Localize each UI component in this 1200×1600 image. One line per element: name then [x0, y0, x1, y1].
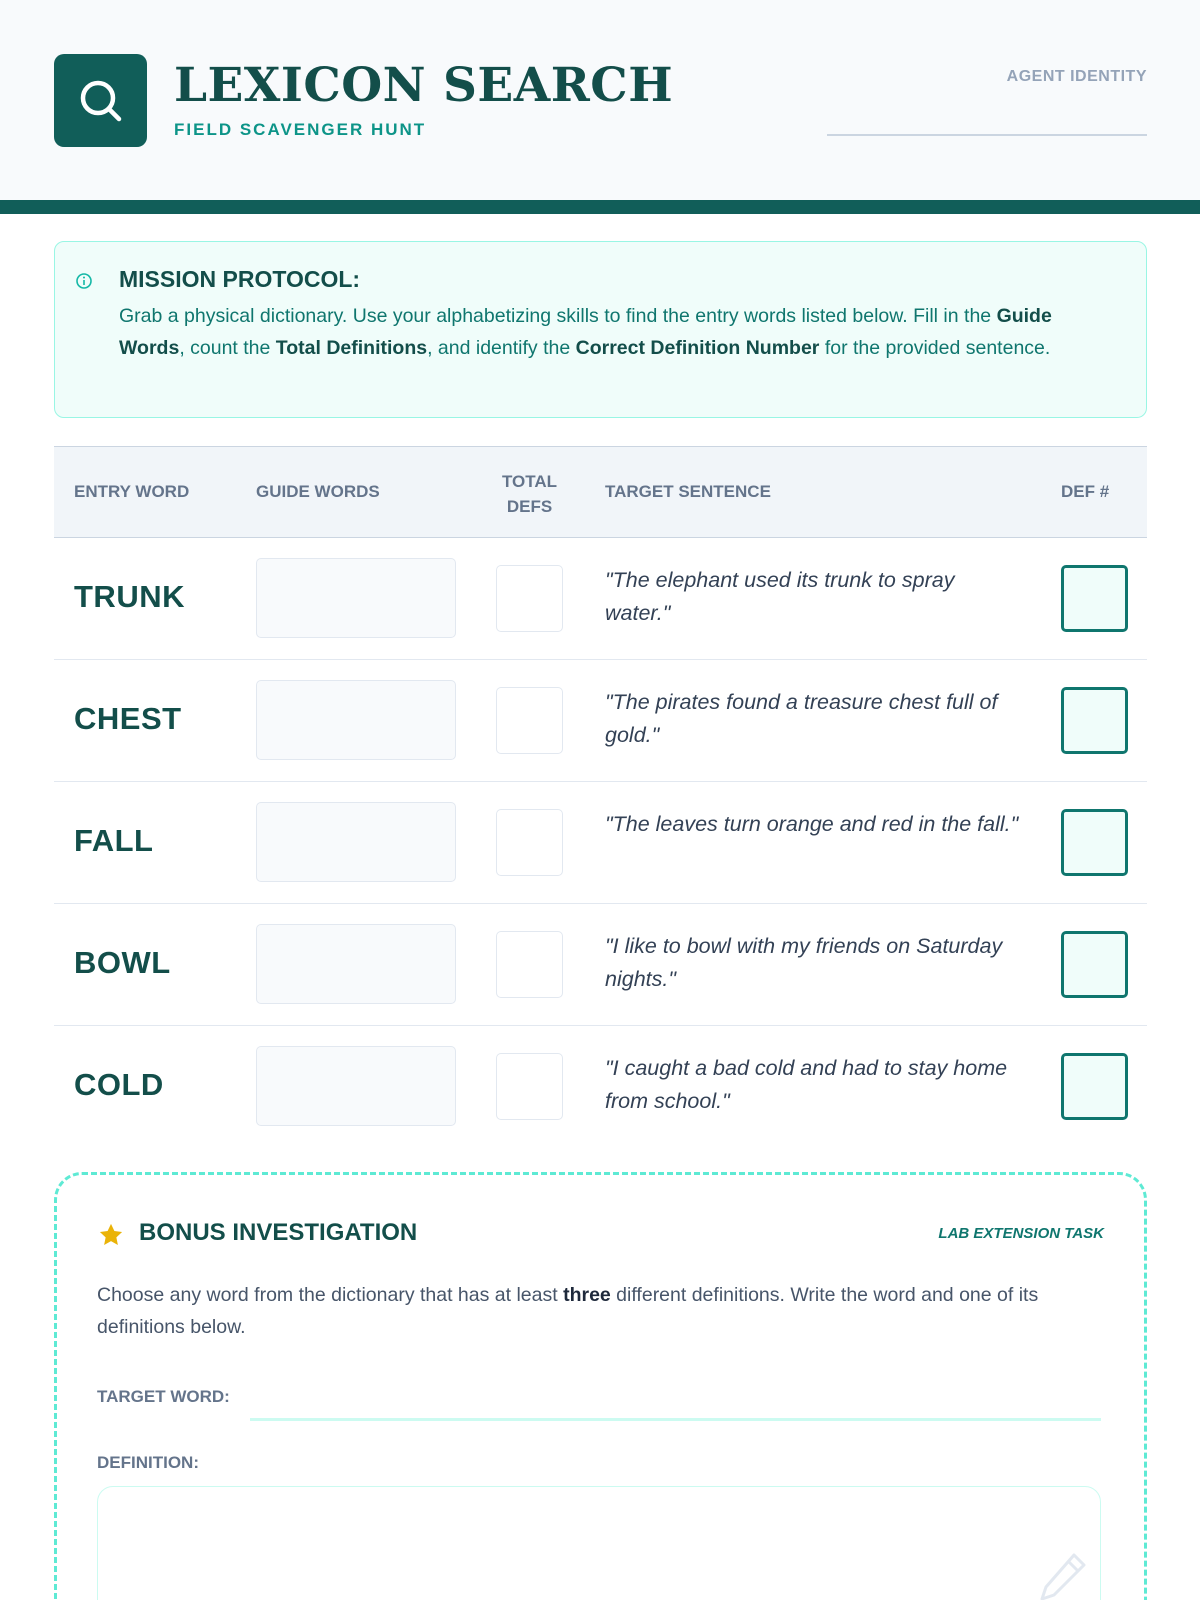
table-row [54, 538, 1147, 660]
target-sentence: "The pirates found a treasure chest full of gold." [605, 690, 998, 747]
scavenger-table [54, 446, 1147, 1148]
logo [54, 54, 147, 147]
mission-protocol-panel [54, 241, 1147, 418]
target-sentence: "I like to bowl with my friends on Saturday nights." [605, 934, 1003, 991]
target-sentence: "I caught a bad cold and had to stay home from school." [605, 1056, 1008, 1113]
total-defs-input[interactable] [496, 565, 563, 632]
entry-word: FALL [74, 823, 154, 858]
total-defs-input[interactable] [496, 931, 563, 998]
page-subtitle: FIELD SCAVENGER HUNT [174, 120, 427, 139]
def-number-input[interactable] [1061, 809, 1128, 876]
table-row [54, 660, 1147, 782]
info-icon [75, 272, 93, 290]
entry-word: TRUNK [74, 579, 185, 614]
pencil-icon [1034, 1549, 1090, 1600]
protocol-title: MISSION PROTOCOL: [119, 266, 361, 292]
search-icon [76, 76, 126, 126]
def-number-input[interactable] [1061, 687, 1128, 754]
target-sentence: "The elephant used its trunk to spray water." [605, 568, 955, 625]
table-header [54, 446, 1147, 538]
def-number-input[interactable] [1061, 565, 1128, 632]
target-word-field[interactable] [250, 1418, 1101, 1421]
def-number-input[interactable] [1061, 1053, 1128, 1120]
total-defs-input[interactable] [496, 809, 563, 876]
header-target-sentence: TARGET SENTENCE [605, 482, 771, 501]
table-row [54, 904, 1147, 1026]
bonus-description: Choose any word from the dictionary that has at least three different definitions. Write the word and one of its definitions below. [97, 1284, 1039, 1338]
header-guide-words: GUIDE WORDS [256, 482, 380, 501]
guide-words-input[interactable] [256, 802, 456, 882]
lab-extension-tag: LAB EXTENSION TASK [938, 1225, 1104, 1242]
star-icon [97, 1221, 125, 1249]
entry-word: CHEST [74, 701, 182, 736]
header-def-number: DEF # [1061, 482, 1110, 501]
guide-words-input[interactable] [256, 1046, 456, 1126]
definition-label: DEFINITION: [97, 1453, 199, 1472]
agent-identity-field[interactable] [827, 134, 1147, 136]
table-row [54, 1026, 1147, 1148]
guide-words-input[interactable] [256, 924, 456, 1004]
guide-words-input[interactable] [256, 680, 456, 760]
entry-word: BOWL [74, 945, 171, 980]
entry-word: COLD [74, 1067, 164, 1102]
target-word-label: TARGET WORD: [97, 1387, 230, 1406]
table-row [54, 782, 1147, 904]
guide-words-input[interactable] [256, 558, 456, 638]
def-number-input[interactable] [1061, 931, 1128, 998]
protocol-instructions: Grab a physical dictionary. Use your alphabetizing skills to find the entry words listed below. Fill in the Guide Words, count the Total Definitions, and identify the Correct Definition Number for the provided sentence. [119, 305, 1052, 359]
header-total-defs: TOTAL DEFS [501, 472, 558, 516]
header-entry-word: ENTRY WORD [74, 482, 190, 501]
worksheet-header [0, 0, 1200, 200]
page-title: LEXICON SEARCH [174, 58, 674, 113]
bonus-investigation-panel [54, 1172, 1147, 1600]
target-sentence: "The leaves turn orange and red in the fall." [605, 812, 1019, 836]
definition-field[interactable] [97, 1486, 1101, 1600]
header-divider [0, 200, 1200, 214]
total-defs-input[interactable] [496, 1053, 563, 1120]
agent-identity-label: AGENT IDENTITY [1006, 68, 1147, 85]
total-defs-input[interactable] [496, 687, 563, 754]
bonus-title: BONUS INVESTIGATION [139, 1219, 418, 1246]
